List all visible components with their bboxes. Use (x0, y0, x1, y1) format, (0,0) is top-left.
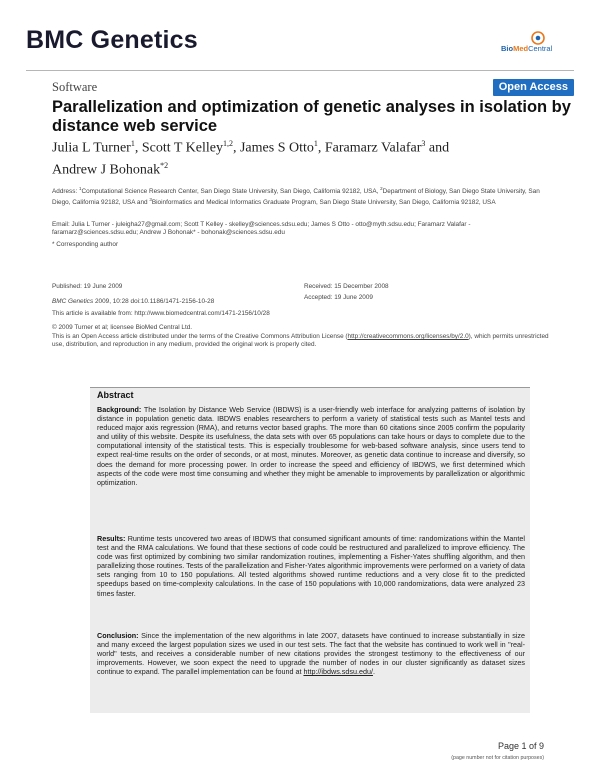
abstract-conclusion: Conclusion: Since the implementation of the new algorithms in late 2007, datasets have continued to increase substantially in size and many exceed the largest population sizes we used in our test sets. The fact that the website has continued to work well in "real-world" tests, and receives a considerable number of new citations provides the strongest testimony to the effectiveness of our improvements. However, we soon expect the need to upgrade the number of nodes in our cluster significantly as dataset sizes continue to expand. The parallel implementation can be found at http://ibdws.sdsu.edu/. (97, 631, 525, 677)
page-number-note: (page number not for citation purposes) (451, 755, 544, 761)
received-date: Received: 15 December 2008 (304, 283, 389, 290)
affiliation-address: Address: $^1$Computational Science Research Center, San Diego State University, San Diego, California 92182, USA, $^2$Department of Biology, San Diego State University, San Diego, California 92182, USA and $^3$Bioinformatics and Medical Informatics Graduate Program, San Diego State University, San Diego, California 92182, USA (52, 186, 540, 207)
abstract-results: Results: Runtime tests uncovered two areas of IBDWS that consumed significant amounts of time: randomizations within the Mantel test and the RMA calculations. We found that these sections of code could be restructured and parallelized to improve efficiency. The code was first optimized by combining two similar randomization routines, implementing a Fisher-Yates shuffling algorithm, and then parallelizing those routines. Tests of the parallelization and Fisher-Yates algorithmic improvements were performed on a variety of data sets ranging from 10 to 150 populations. All tested algorithms showed runtime reductions and a very close fit to the predicted speedups based on time-complexity calculations. In the case of 150 populations with 10,000 randomizations, data were analyzed 23 times faster. (97, 534, 525, 598)
citation: BMC Genetics 2009, 10:28 doi:10.1186/1471-2156-10-28 (52, 298, 215, 305)
biomed-central-logo (501, 31, 571, 55)
ibdws-link[interactable]: http://ibdws.sdsu.edu/ (303, 667, 373, 677)
author-affiliation: 1,2 (222, 139, 233, 148)
author-affiliation: *2 (160, 160, 169, 170)
article-url: This article is available from: http://www.biomedcentral.com/1471-2156/10/28 (52, 310, 270, 317)
license-link[interactable]: http://creativecommons.org/licenses/by/2.0 (347, 333, 469, 340)
logo-bio: Bio (501, 44, 514, 53)
article-type: Software (52, 80, 98, 94)
author-name: Scott T Kelley (141, 140, 223, 156)
abstract-heading: Abstract (97, 390, 134, 400)
author-list: Julia L Turner$^1$, Scott T Kelley$^{1,2}$, James S Otto$^1$, Faramarz Valafar$^3$ and Andrew J Bohonak$^{*2}$ (52, 139, 450, 178)
author-affiliation: 1 (130, 139, 135, 148)
open-access-badge: Open Access (493, 79, 574, 96)
published-date: Published: 19 June 2009 (52, 283, 123, 290)
author-emails: Email: Julia L Turner - juleigha27@gmail.com; Scott T Kelley - skelley@sciences.sdsu.edu; James S Otto - otto@myth.sdsu.edu; Faramarz Valafar - faramarz@sciences.sdsu.edu; Andrew J Bohonak* - bohonak@sciences.sdsu.edu (52, 221, 471, 237)
author-affiliation: 1 (313, 139, 318, 148)
biomed-logo-icon (528, 31, 548, 45)
author-affiliation: 3 (421, 139, 426, 148)
abstract-background: Background: The Isolation by Distance Web Service (IBDWS) is a user-friendly web interface for analyzing patterns of isolation by distance in population genetic data. IBDWS enables researchers to perform a variety of statistical tests such as Mantel tests and reduced major axis regression (RMA), and returns vector based graphs. The more than 60 citations since 2005 confirm the popularity and utility of this website. Despite its usefulness, the data sets with over 65 populations can take hours or days to complete due to the computational intensity of the statistical tests. This is especially troublesome for web-based software analysis, since users tend to expect real-time results on the order of seconds, or at most, minutes. Moreover, as genetic data continue to increase and diversify, so does the demand for more processing power. In order to increase the speed and efficiency of IBDWS, we first determined which aspects of the code were most time consuming and whether they might be amenable to improvements by parallelization or algorithmic optimization. (97, 405, 525, 487)
author-name: Faramarz Valafar (324, 140, 422, 156)
author-name: James S Otto (239, 140, 314, 156)
license-text: This is an Open Access article distributed under the terms of the Creative Commons Attribution License (http://creativecommons.org/licenses/by/2.0), which permits unrestricted use, distribution, and reproduction in any medium, provided the original work is properly cited. (52, 333, 549, 348)
author-name: Andrew J Bohonak (52, 162, 161, 178)
header-divider (26, 70, 574, 71)
journal-title: BMC Genetics (26, 26, 198, 54)
page-number: Page 1 of 9 (497, 741, 544, 751)
article-title: Parallelization and optimization of genetic analyses in isolation by distance web service (52, 98, 571, 135)
author-name: Julia L Turner (52, 140, 131, 156)
accepted-date: Accepted: 19 June 2009 (304, 294, 373, 301)
logo-med: Med (513, 44, 529, 53)
copyright: © 2009 Turner et al; licensee BioMed Central Ltd. (52, 324, 193, 331)
corresponding-author-note: * Corresponding author (52, 241, 119, 248)
logo-central: Central (528, 44, 553, 53)
